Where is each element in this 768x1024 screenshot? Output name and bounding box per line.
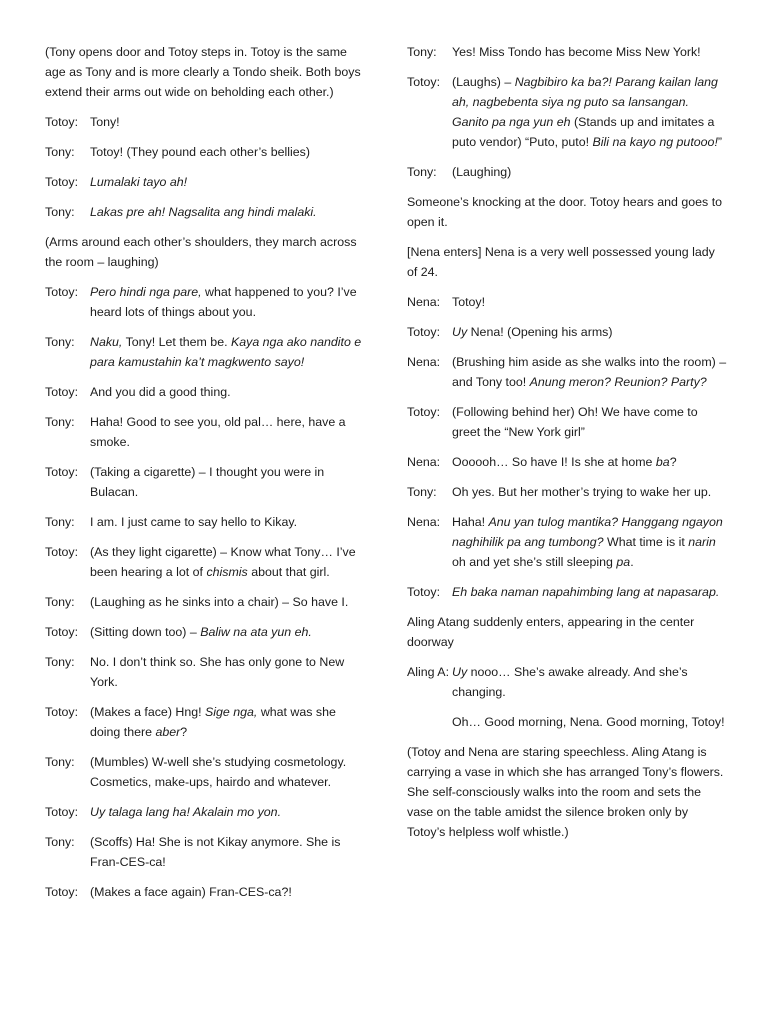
text-segment: (Sitting down too) – xyxy=(90,625,201,639)
dialogue-text xyxy=(90,412,369,452)
dialogue-text xyxy=(452,352,727,392)
dialogue-line xyxy=(45,112,369,132)
speaker-name: Totoy: xyxy=(45,465,79,479)
text-segment: Nena! (Opening his arms) xyxy=(467,325,613,339)
dialogue-text xyxy=(90,332,369,372)
dialogue-line xyxy=(45,332,369,372)
dialogue-text xyxy=(90,702,369,742)
dialogue-line xyxy=(407,662,727,702)
text-segment: (As they light cigarette) – Know what Tony… I’ve been hearing a lot of xyxy=(90,545,356,579)
speaker-name: Tony: xyxy=(45,595,75,609)
dialogue-text xyxy=(452,162,727,182)
dialogue-text xyxy=(90,652,369,692)
text-segment: Totoy! xyxy=(452,295,486,309)
text-segment: Haha! Good to see you, old pal… here, have a smoke. xyxy=(90,415,346,449)
dialogue-line xyxy=(45,172,369,192)
text-segment: oh and yet she’s still sleeping xyxy=(452,555,617,569)
text-segment: (Brushing him aside as she walks into the room) – and Tony too! xyxy=(452,355,727,389)
text-segment: Totoy! (They pound each other’s bellies) xyxy=(90,145,310,159)
dialogue-text xyxy=(90,112,369,132)
dialogue-line xyxy=(407,352,727,392)
text-segment: (Laughing) xyxy=(452,165,512,179)
speaker-name: Totoy: xyxy=(45,115,79,129)
text-segment: [Nena enters] Nena is a very well possessed young lady of 24. xyxy=(407,245,715,279)
dialogue-line xyxy=(45,542,369,582)
dialogue-line xyxy=(45,882,369,902)
text-segment: Oh yes. But her mother’s trying to wake her up. xyxy=(452,485,712,499)
text-segment: (Makes a face) Hng! xyxy=(90,705,206,719)
dialogue-text xyxy=(90,202,369,222)
text-segment: Haha! xyxy=(452,515,489,529)
dialogue-text xyxy=(452,402,727,442)
stage-direction xyxy=(45,232,369,272)
text-segment: (Laughs) – xyxy=(452,75,515,89)
text-segment: about that girl. xyxy=(247,565,330,579)
dialogue-text xyxy=(90,882,369,902)
text-segment: (Following behind her) Oh! We have come to greet the “New York girl” xyxy=(452,405,698,439)
dialogue-line xyxy=(45,832,369,872)
speaker-name: Tony: xyxy=(45,335,75,349)
dialogue-text xyxy=(90,622,369,642)
text-segment: Tony! xyxy=(90,115,120,129)
text-segment: nooo… She’s awake already. And she’s changing. xyxy=(452,665,688,699)
text-segment: No. I don’t think so. She has only gone to New York. xyxy=(90,655,345,689)
dialogue-text xyxy=(90,512,369,532)
italic-text: Kaya nga ako nandito e para kamustahin ka’t magkwento sayo! xyxy=(90,335,362,369)
text-segment: And you did a good thing. xyxy=(90,385,231,399)
stage-direction xyxy=(45,42,369,102)
italic-text: ba xyxy=(655,455,670,469)
dialogue-text xyxy=(452,582,727,602)
speaker-name: Totoy: xyxy=(45,705,79,719)
italic-text: Lakas pre ah! Nagsalita ang hindi malaki. xyxy=(90,205,317,219)
speaker-name: Nena: xyxy=(407,515,441,529)
dialogue-line xyxy=(407,482,727,502)
speaker-name: Tony: xyxy=(45,835,75,849)
stage-direction xyxy=(407,192,727,232)
dialogue-line xyxy=(45,382,369,402)
left-column xyxy=(45,42,369,912)
text-segment: (Makes a face again) Fran-CES-ca?! xyxy=(90,885,292,899)
dialogue-line xyxy=(45,202,369,222)
text-segment: ? xyxy=(180,725,188,739)
text-segment: Oooooh… So have I! Is she at home xyxy=(452,455,656,469)
dialogue-text xyxy=(452,452,727,472)
dialogue-line xyxy=(45,412,369,452)
text-segment: (Scoffs) Ha! She is not Kikay anymore. She is Fran-CES-ca! xyxy=(90,835,341,869)
dialogue-line xyxy=(45,702,369,742)
dialogue-line xyxy=(407,72,727,152)
italic-text: Nagbibiro ka ba?! Parang kailan lang ah, nagbebenta siya ng puto sa lansangan. Ganito pa nga yun eh xyxy=(452,75,718,129)
speaker-name: Totoy: xyxy=(407,585,441,599)
speaker-name: Tony: xyxy=(407,485,437,499)
dialogue-line xyxy=(45,142,369,162)
text-segment: Oh… Good morning, Nena. Good morning, Totoy! xyxy=(452,715,725,729)
text-segment: (Mumbles) W-well she’s studying cosmetology. Cosmetics, make-ups, hairdo and whatever. xyxy=(90,755,347,789)
dialogue-text xyxy=(90,542,369,582)
speaker-name: Aling A: xyxy=(407,665,450,679)
text-segment: (Totoy and Nena are staring speechless. Aling Atang is carrying a vase in which she has arranged Tony’s flowers. She self-consciously walks into the room and sets the vase on the table amidst the silence broken only by Totoy’s helpless wolf whistle.) xyxy=(407,745,724,839)
speaker-name: Totoy: xyxy=(45,545,79,559)
dialogue-continuation xyxy=(407,712,727,732)
text-segment: (Taking a cigarette) – I thought you were in Bulacan. xyxy=(90,465,325,499)
dialogue-text xyxy=(90,592,369,612)
dialogue-text xyxy=(452,662,727,702)
text-segment: Yes! Miss Tondo has become Miss New York! xyxy=(452,45,701,59)
text-segment: (Laughing as he sinks into a chair) – So have I. xyxy=(90,595,349,609)
text-segment: what happened to you? I’ve heard lots of things about you. xyxy=(90,285,357,319)
stage-direction xyxy=(407,612,727,652)
italic-text: Baliw na ata yun eh. xyxy=(200,625,312,639)
dialogue-text xyxy=(452,322,727,342)
dialogue-text xyxy=(452,72,727,152)
dialogue-line xyxy=(407,42,727,62)
text-segment: (Tony opens door and Totoy steps in. Totoy is the same age as Tony and is more clearly a Tondo sheik. Both boys extend their arms out wide on beholding each other.) xyxy=(45,45,361,99)
speaker-name: Totoy: xyxy=(45,285,79,299)
text-segment: ” xyxy=(717,135,723,149)
italic-text: pa xyxy=(616,555,631,569)
dialogue-line xyxy=(407,512,727,572)
speaker-name: Tony: xyxy=(45,415,75,429)
italic-text: Uy talaga lang ha! Akalain mo yon. xyxy=(90,805,282,819)
italic-text: Bili na kayo ng putooo! xyxy=(592,135,718,149)
right-column xyxy=(407,42,727,852)
italic-text: Anu yan tulog mantika? Hanggang ngayon naghihilik pa ang tumbong? xyxy=(452,515,723,549)
italic-text: Anung meron? Reunion? Party? xyxy=(529,375,707,389)
stage-direction xyxy=(407,242,727,282)
speaker-name: Nena: xyxy=(407,295,441,309)
text-segment: Aling Atang suddenly enters, appearing in the center doorway xyxy=(407,615,695,649)
italic-text: aber xyxy=(155,725,181,739)
speaker-name: Nena: xyxy=(407,355,441,369)
dialogue-line xyxy=(45,652,369,692)
italic-text: Sige nga, xyxy=(205,705,258,719)
speaker-name: Totoy: xyxy=(407,325,441,339)
text-segment: Someone’s knocking at the door. Totoy hears and goes to open it. xyxy=(407,195,723,229)
dialogue-line xyxy=(407,402,727,442)
italic-text: chismis xyxy=(206,565,248,579)
dialogue-text xyxy=(90,382,369,402)
dialogue-text xyxy=(90,172,369,192)
italic-text: Lumalaki tayo ah! xyxy=(90,175,188,189)
italic-text: Uy xyxy=(452,325,468,339)
dialogue-line xyxy=(45,622,369,642)
speaker-name: Tony: xyxy=(407,165,437,179)
dialogue-text xyxy=(90,752,369,792)
dialogue-line xyxy=(407,322,727,342)
text-segment: what was she doing there xyxy=(90,705,336,739)
dialogue-text xyxy=(452,512,727,572)
dialogue-text xyxy=(90,802,369,822)
dialogue-line xyxy=(45,802,369,822)
speaker-name: Tony: xyxy=(45,515,75,529)
speaker-name: Tony: xyxy=(45,755,75,769)
dialogue-line xyxy=(45,752,369,792)
dialogue-line xyxy=(407,292,727,312)
dialogue-line xyxy=(45,462,369,502)
italic-text: Eh baka naman napahimbing lang at napasarap. xyxy=(452,585,720,599)
dialogue-text xyxy=(90,282,369,322)
text-segment: What time is it xyxy=(603,535,689,549)
dialogue-text xyxy=(452,482,727,502)
text-segment: ? xyxy=(669,455,677,469)
text-segment: I am. I just came to say hello to Kikay. xyxy=(90,515,298,529)
dialogue-text xyxy=(452,292,727,312)
speaker-name: Tony: xyxy=(45,655,75,669)
italic-text: Naku, xyxy=(90,335,123,349)
speaker-name: Nena: xyxy=(407,455,441,469)
speaker-name: Totoy: xyxy=(45,805,79,819)
dialogue-text xyxy=(90,832,369,872)
dialogue-line xyxy=(45,282,369,322)
dialogue-line xyxy=(45,512,369,532)
dialogue-text xyxy=(90,142,369,162)
stage-direction xyxy=(407,742,727,842)
text-segment: . xyxy=(630,555,634,569)
italic-text: Pero hindi nga pare, xyxy=(90,285,202,299)
dialogue-text xyxy=(90,462,369,502)
dialogue-line xyxy=(407,452,727,472)
dialogue-line xyxy=(407,162,727,182)
dialogue-line xyxy=(45,592,369,612)
italic-text: Uy xyxy=(452,665,468,679)
dialogue-line xyxy=(407,582,727,602)
speaker-name: Totoy: xyxy=(45,625,79,639)
speaker-name: Totoy: xyxy=(407,405,441,419)
text-segment: (Stands up and imitates a puto vendor) “Puto, puto! xyxy=(452,115,715,149)
speaker-name: Tony: xyxy=(407,45,437,59)
dialogue-text xyxy=(452,42,727,62)
speaker-name: Totoy: xyxy=(407,75,441,89)
text-segment: Tony! Let them be. xyxy=(122,335,231,349)
text-segment: (Arms around each other’s shoulders, they march across the room – laughing) xyxy=(45,235,357,269)
speaker-name: Tony: xyxy=(45,205,75,219)
speaker-name: Totoy: xyxy=(45,385,79,399)
speaker-name: Totoy: xyxy=(45,885,79,899)
italic-text: narin xyxy=(688,535,716,549)
speaker-name: Tony: xyxy=(45,145,75,159)
speaker-name: Totoy: xyxy=(45,175,79,189)
